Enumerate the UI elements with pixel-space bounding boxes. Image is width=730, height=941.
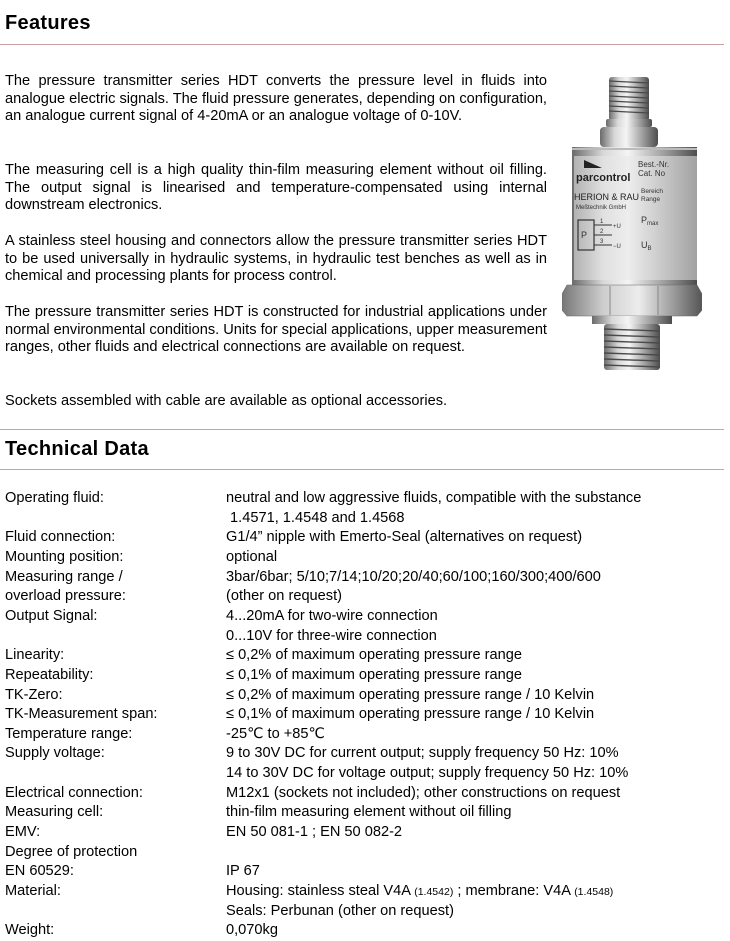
technical-data-label: Output Signal: [5,607,98,624]
brand-label: parcontrol [576,172,631,184]
technical-data-value: ≤ 0,1% of maximum operating pressure range [226,666,522,683]
technical-data-row [0,548,730,568]
technical-data-value: EN 50 081-1 ; EN 50 082-2 [226,824,403,841]
technical-data-row [0,666,730,686]
company-sub-label: Meßtechnik GmbH [576,205,627,211]
technical-data-label: Material: [5,883,61,899]
company-label: HERION & RAU [574,192,640,202]
technical-divider [0,469,724,470]
technical-heading: Technical Data [5,438,149,460]
technical-data-row [0,843,730,863]
technical-data-row [0,607,730,627]
pin-3-label: 3 [600,239,604,245]
technical-data-value: M12x1 (sockets not included); other constructions on request [226,784,621,801]
technical-data-value: 3bar/6bar; 5/10;7/14;10/20;20/40;60/100;160/300;400/600 [226,568,601,585]
technical-data-label: Electrical connection: [5,784,143,801]
pressure-transmitter-image [562,72,702,397]
technical-data-row [0,489,730,509]
technical-data-row [0,902,730,922]
features-paragraph: A stainless steel housing and connectors allow the pressure transmitter series HDT to be used universally in hydraulic systems, in hydraulic test benches as well as in chemical and processing plants for process control. [5,233,547,284]
technical-data-label: Supply voltage: [5,745,105,762]
technical-data-label: EMV: [5,824,41,841]
technical-data-label: Temperature range: [5,725,133,742]
technical-data-row [0,568,730,588]
technical-top-divider [0,429,724,430]
technical-data-value: 9 to 30V DC for current output; supply frequency 50 Hz: 10% [226,745,619,762]
technical-data-row [0,862,730,882]
technical-data-value: (other on request) [226,588,343,605]
technical-data-value: ≤ 0,2% of maximum operating pressure range [226,647,522,664]
technical-data-label: Weight: [5,922,55,939]
technical-data-label: EN 60529: [5,863,74,880]
features-paragraph: The pressure transmitter series HDT is constructed for industrial applications under normal environmental conditions. Units for special applications, upper measurement ranges, other fluids and electrical connections are available on request. [5,304,547,355]
plate-p: P [641,215,648,225]
technical-data-row [0,823,730,843]
technical-data-value: 0,070kg [226,922,278,939]
plate-cat-no: Cat. No [638,169,666,178]
pin-1-label: 1 [600,219,604,225]
technical-data-row [0,528,730,548]
technical-data-label: Repeatability: [5,666,94,683]
features-heading: Features [5,12,91,34]
technical-data-value: ≤ 0,1% of maximum operating pressure range / 10 Kelvin [226,706,595,723]
technical-data-value: 1.4571, 1.4548 and 1.4568 [226,509,405,526]
plate-ub-sub: B [647,246,652,252]
technical-data-label: TK-Zero: [5,686,63,703]
technical-data-value: thin-film measuring element without oil filling [226,804,512,821]
technical-data-row [0,921,730,941]
plate-order-no: Best.-Nr. [638,160,670,169]
technical-data-row [0,705,730,725]
pin-minus-label: −U [613,244,621,250]
pin-plus-label: +U [613,224,621,230]
plate-range: Range [641,196,661,203]
features-paragraph: Sockets assembled with cable are available as optional accessories. [5,393,448,409]
pin-2-label: 2 [600,229,604,235]
material-membrane-text: ; membrane: V4A [453,883,575,899]
technical-data-label: overload pressure: [5,588,126,605]
technical-data-row [0,627,730,647]
technical-data-value: optional [226,548,278,565]
technical-data-value: neutral and low aggressive fluids, compatible with the substance [226,490,642,506]
technical-data-value [226,882,613,903]
features-paragraph: The pressure transmitter series HDT converts the pressure level in fluids into analogue electric signals. The fluid pressure generates, depending on configuration, an analogue current signal of 4-20mA or an analogue voltage of 0-10V. [5,73,547,124]
technical-data-label: Mounting position: [5,548,124,565]
features-divider [0,44,724,45]
technical-data-row [0,646,730,666]
technical-data-row [0,803,730,823]
technical-data-label: Operating fluid: [5,490,104,506]
technical-data-row [0,744,730,764]
technical-data-row [0,587,730,607]
technical-data-row [0,764,730,784]
technical-data-row [0,509,730,529]
plate-u: U [641,240,648,250]
technical-data-value: -25℃ to +85℃ [226,725,325,742]
technical-data-value: Seals: Perbunan (other on request) [226,902,454,919]
technical-data-value: 4...20mA for two-wire connection [226,607,438,624]
technical-data-row [0,686,730,706]
technical-data-row [0,882,730,902]
technical-data-label: TK-Measurement span: [5,706,158,723]
technical-data-label: Measuring range / [5,568,123,585]
technical-data-value: G1/4” nipple with Emerto-Seal (alternatives on request) [226,529,583,546]
features-paragraph: The measuring cell is a high quality thin-film measuring element without oil filling. The output signal is linearised and temperature-compensated using internal downstream electronics. [5,162,547,213]
technical-data-label: Fluid connection: [5,529,116,546]
technical-data-label: Linearity: [5,647,65,664]
technical-data-row [0,725,730,745]
technical-data-label: Measuring cell: [5,804,104,821]
plate-bereich: Bereich [641,188,664,195]
wiring-p-label: P [581,230,588,240]
technical-data-label: Degree of protection [5,843,138,860]
technical-data-value: ≤ 0,2% of maximum operating pressure range / 10 Kelvin [226,686,595,703]
technical-data-value: 14 to 30V DC for voltage output; supply frequency 50 Hz: 10% [226,765,629,782]
technical-data-value: 0...10V for three-wire connection [226,627,437,644]
technical-data-value: IP 67 [226,863,260,880]
plate-pmax-sub: max [647,221,659,227]
technical-data-row [0,784,730,804]
material-housing-text: Housing: stainless steal V4A [226,883,415,899]
material-membrane-code: (1.4548) [574,886,614,898]
material-housing-code: (1.4542) [414,886,454,898]
